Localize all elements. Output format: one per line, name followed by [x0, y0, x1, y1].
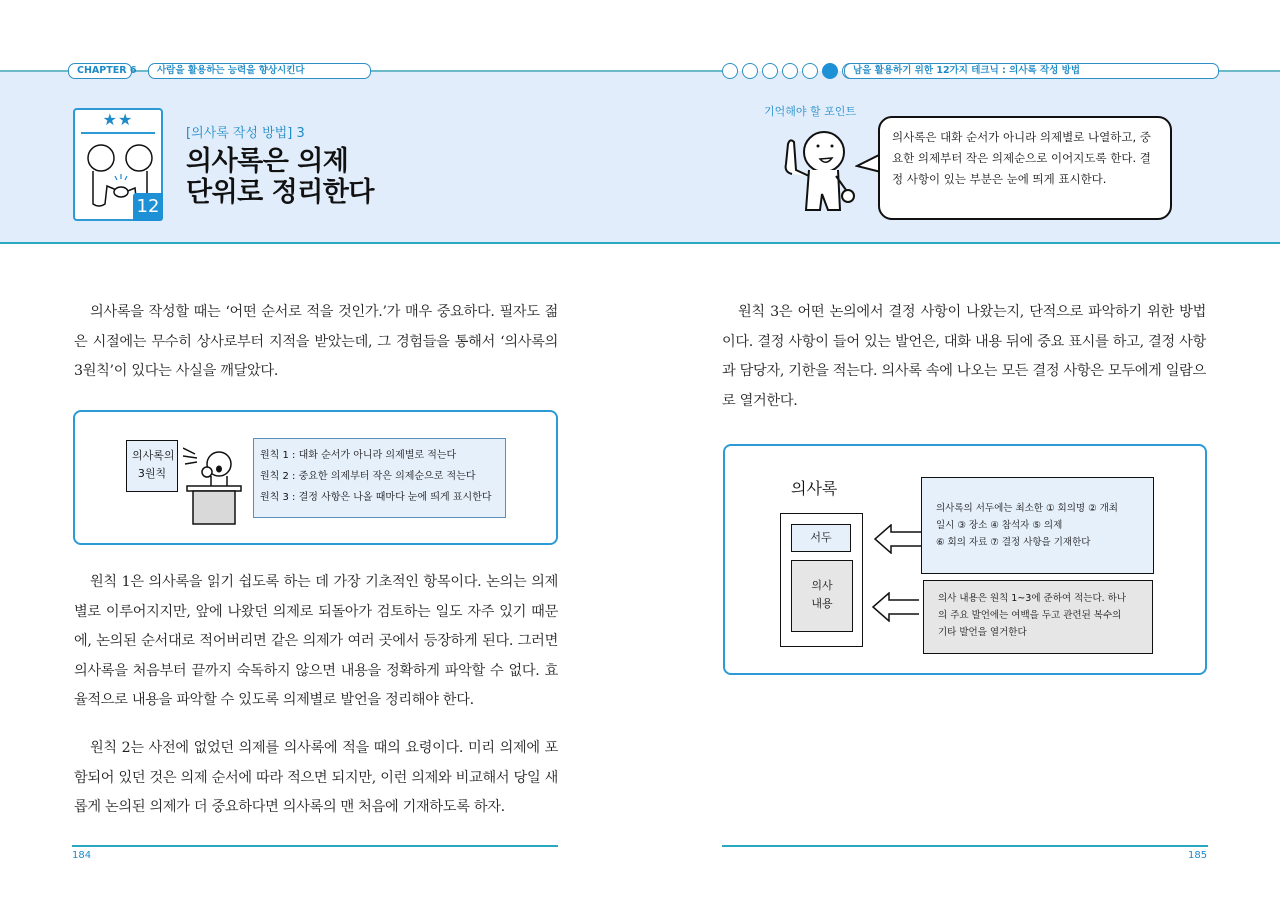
three-principles-figure: [73, 410, 558, 545]
key-point-label: 기억해야 할 포인트: [764, 105, 857, 118]
left-paragraph-2: 원칙 1은 의사록을 읽기 쉽도록 하는 데 가장 기초적인 항목이다. 논의는 의제별로 이루어지지만, 앞에 나왔던 의제로 되돌아가 검토하는 일도 자주 있기 때문에, 논의된 순서대로 적어버리면 같은 의제가 여러 곳에서 등장하게 된다. 그러면 의사록을 처음부터 끝까지 숙독하지 않으면 내용을 정확하게 파악할 수 없다. 효율적으로 내용을 파악할 수 있도록 의제별로 발언을 정리해야 한다.: [74, 574, 558, 708]
section-head-box: 서두: [791, 524, 851, 552]
minutes-document: [780, 513, 863, 647]
section-subtitle: [의사록 작성 방법] 3: [186, 126, 305, 141]
minutes-structure-figure: [723, 444, 1207, 675]
progress-dots: [722, 63, 858, 79]
header-rule: [370, 70, 722, 72]
left-paragraph-3: 원칙 2는 사전에 없었던 의제를 의사록에 적을 때의 요령이다. 미리 의제에 포함되어 있던 것은 의제 순서에 따라 적으면 되지만, 이런 의제와 비교해서 당일 새롭게 논의된 의제가 더 중요하다면 의사록의 맨 처음에 기재하도록 하자.: [74, 740, 558, 815]
chapter-title: 사람을 활용하는 능력을 향상시킨다: [148, 63, 371, 79]
minutes-doc-title: 의사록: [791, 479, 838, 498]
footer-rule: [722, 845, 1208, 847]
progress-dot: [802, 63, 818, 79]
difficulty-stars: ★★: [102, 110, 134, 129]
title-line-2: 단위로 정리한다: [186, 177, 374, 208]
section-body-box: 의사 내용: [791, 560, 853, 632]
progress-dot: [722, 63, 738, 79]
page-title: [186, 146, 374, 208]
technique-badge: [73, 108, 163, 221]
principle-3: 원칙 3 : 결정 사항은 나올 때마다 눈에 띄게 표시한다: [260, 492, 492, 503]
arrow-left-icon: [873, 524, 923, 554]
arrow-left-icon: [871, 592, 921, 622]
header-rule: [0, 70, 68, 72]
progress-dot-active: [822, 63, 838, 79]
progress-dot: [762, 63, 778, 79]
head-note: 의사록의 서두에는 최소한 ① 회의명 ② 개최 일시 ③ 장소 ④ 참석자 ⑤ 의제 ⑥ 회의 자료 ⑦ 결정 사항을 기재한다: [921, 477, 1154, 574]
progress-dot: [742, 63, 758, 79]
badge-divider: [81, 132, 155, 134]
footer-rule: [72, 845, 558, 847]
speaker-at-podium-icon: [183, 442, 251, 526]
body-note: 의사 내용은 원칙 1~3에 준하여 적는다. 하나 의 주요 발언에는 여백을 두고 관련된 복수의 기타 발언을 열거한다: [923, 580, 1153, 654]
header-rule: [1218, 70, 1280, 72]
page-number-left: 184: [72, 850, 92, 861]
right-paragraph-1: 원칙 3은 어떤 논의에서 결정 사항이 나왔는지, 단적으로 파악하기 위한 방법이다. 결정 사항이 들어 있는 발언은, 대화 내용 뒤에 중요 표시를 하고, 결정 사항과 담당자, 기한을 적는다. 의사록 속에 나오는 모든 결정 사항은 모두에게 일람으로 열거한다.: [722, 304, 1206, 409]
pointing-character-icon: [776, 124, 866, 224]
principle-1: 원칙 1 : 대화 순서가 아니라 의제별로 적는다: [260, 450, 457, 461]
left-paragraph-1: 의사록을 작성할 때는 ‘어떤 순서로 적을 것인가.’가 매우 중요하다. 필자도 젊은 시절에는 무수히 상사로부터 지적을 받았는데, 그 경험들을 통해서 ‘의사록의 3원칙’이 있다는 사실을 깨달았다.: [74, 304, 558, 379]
technique-number: 12: [133, 193, 163, 221]
page-number-right: 185: [1188, 850, 1208, 861]
section-title: 남을 활용하기 위한 12가지 테크닉 : 의사록 작성 방법: [844, 63, 1219, 79]
principle-2: 원칙 2 : 중요한 의제부터 작은 의제순으로 적는다: [260, 471, 476, 482]
key-point-bubble: 의사록은 대화 순서가 아니라 의제별로 나열하고, 중요한 의제부터 작은 의제순으로 이어지도록 한다. 결정 사항이 있는 부분은 눈에 띄게 표시한다.: [878, 116, 1172, 220]
principles-list: [253, 438, 506, 518]
principles-sign: 의사록의 3원칙: [126, 440, 178, 492]
chapter-tag: CHAPTER 6: [68, 63, 132, 79]
title-line-1: 의사록은 의제: [186, 146, 349, 177]
progress-dot: [782, 63, 798, 79]
